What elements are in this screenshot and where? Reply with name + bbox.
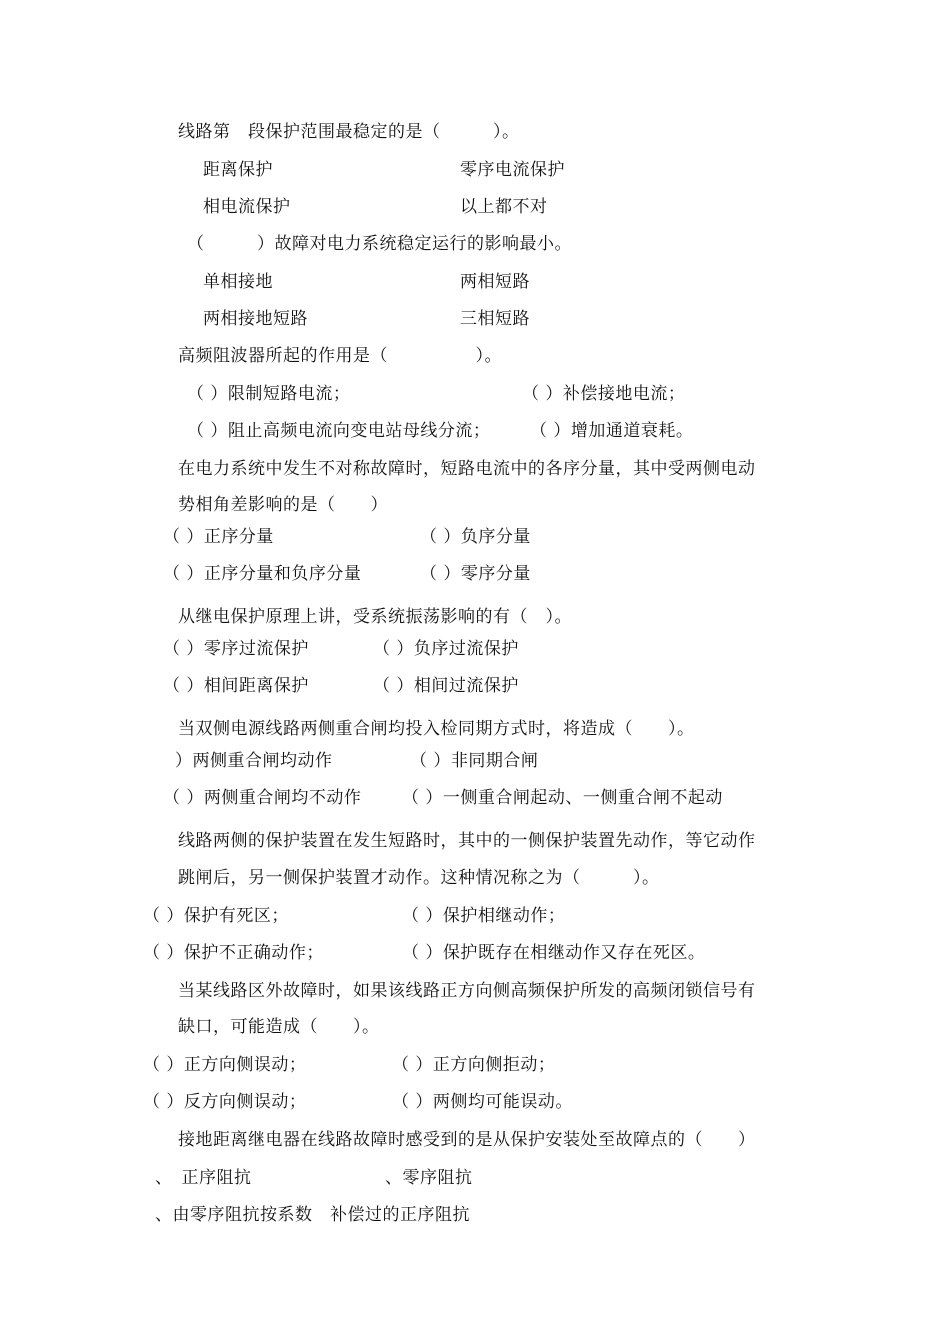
- question-4-option-c: （ ）正序分量和负序分量: [163, 564, 362, 584]
- question-2-option-a: 单相接地: [203, 272, 273, 292]
- question-5-option-d: （ ）相间过流保护: [373, 676, 519, 696]
- question-3-option-a: （ ）限制短路电流；: [187, 384, 351, 404]
- question-9-option-c: 、由零序阻抗按系数 补偿过的正序阻抗: [155, 1205, 470, 1225]
- question-8-option-d: （ ）两侧均可能误动。: [392, 1092, 573, 1112]
- question-9-option-b: 、零序阻抗: [385, 1168, 473, 1188]
- question-3-option-c: （ ）阻止高频电流向变电站母线分流；: [187, 421, 491, 441]
- question-6-option-c: （ ）两侧重合闸均不动作: [163, 788, 362, 808]
- question-2-stem: （ ）故障对电力系统稳定运行的影响最小。: [187, 234, 572, 254]
- question-2-option-b: 两相短路: [460, 272, 530, 292]
- question-1-option-a: 距离保护: [203, 160, 273, 180]
- question-1-option-c: 相电流保护: [203, 197, 291, 217]
- question-4-option-d: （ ）零序分量: [420, 564, 531, 584]
- question-7-option-a: （ ）保护有死区；: [143, 906, 289, 926]
- question-7-stem-line-2: 跳闸后，另一侧保护装置才动作。这种情况称之为（ ）。: [178, 868, 660, 888]
- question-6-option-a: ）两侧重合闸均动作: [175, 751, 333, 771]
- question-8-stem-line-1: 当某线路区外故障时，如果该线路正方向侧高频保护所发的高频闭锁信号有: [178, 981, 756, 1001]
- question-3-stem: 高频阻波器所起的作用是（ ）。: [178, 346, 502, 366]
- question-2-option-c: 两相接地短路: [203, 309, 308, 329]
- question-4-option-b: （ ）负序分量: [420, 527, 531, 547]
- question-4-option-a: （ ）正序分量: [163, 527, 274, 547]
- question-8-option-a: （ ）正方向侧误动；: [143, 1055, 307, 1075]
- question-6-stem: 当双侧电源线路两侧重合闸均投入检同期方式时，将造成（ ）。: [178, 719, 695, 739]
- question-2-option-d: 三相短路: [460, 309, 530, 329]
- question-1-option-b: 零序电流保护: [460, 160, 565, 180]
- question-5-option-c: （ ）相间距离保护: [163, 676, 309, 696]
- question-7-option-b: （ ）保护相继动作；: [402, 906, 566, 926]
- question-1-option-d: 以上都不对: [460, 197, 548, 217]
- question-5-option-a: （ ）零序过流保护: [163, 639, 309, 659]
- question-7-option-d: （ ）保护既存在相继动作又存在死区。: [402, 943, 706, 963]
- question-7-option-c: （ ）保护不正确动作；: [143, 943, 324, 963]
- question-3-option-d: （ ）增加通道衰耗。: [530, 421, 694, 441]
- question-4-stem-line-2: 势相角差影响的是（ ）: [178, 495, 388, 515]
- question-8-stem-line-2: 缺口，可能造成（ ）。: [178, 1017, 380, 1037]
- question-7-stem-line-1: 线路两侧的保护装置在发生短路时，其中的一侧保护装置先动作，等它动作: [178, 831, 756, 851]
- question-1-stem: 线路第 段保护范围最稳定的是（ ）。: [178, 122, 520, 142]
- question-6-option-d: （ ）一侧重合闸起动、一侧重合闸不起动: [402, 788, 723, 808]
- question-5-stem: 从继电保护原理上讲，受系统振荡影响的有（ ）。: [178, 607, 572, 627]
- question-4-stem-line-1: 在电力系统中发生不对称故障时，短路电流中的各序分量，其中受两侧电动: [178, 459, 756, 479]
- question-8-option-b: （ ）正方向侧拒动；: [392, 1055, 556, 1075]
- question-8-option-c: （ ）反方向侧误动；: [143, 1092, 307, 1112]
- question-9-option-a: 、 正序阻抗: [155, 1168, 252, 1188]
- question-6-option-b: （ ）非同期合闸: [410, 751, 539, 771]
- question-9-stem: 接地距离继电器在线路故障时感受到的是从保护安装处至故障点的（ ）: [178, 1130, 756, 1150]
- question-3-option-b: （ ）补偿接地电流；: [522, 384, 686, 404]
- question-5-option-b: （ ）负序过流保护: [373, 639, 519, 659]
